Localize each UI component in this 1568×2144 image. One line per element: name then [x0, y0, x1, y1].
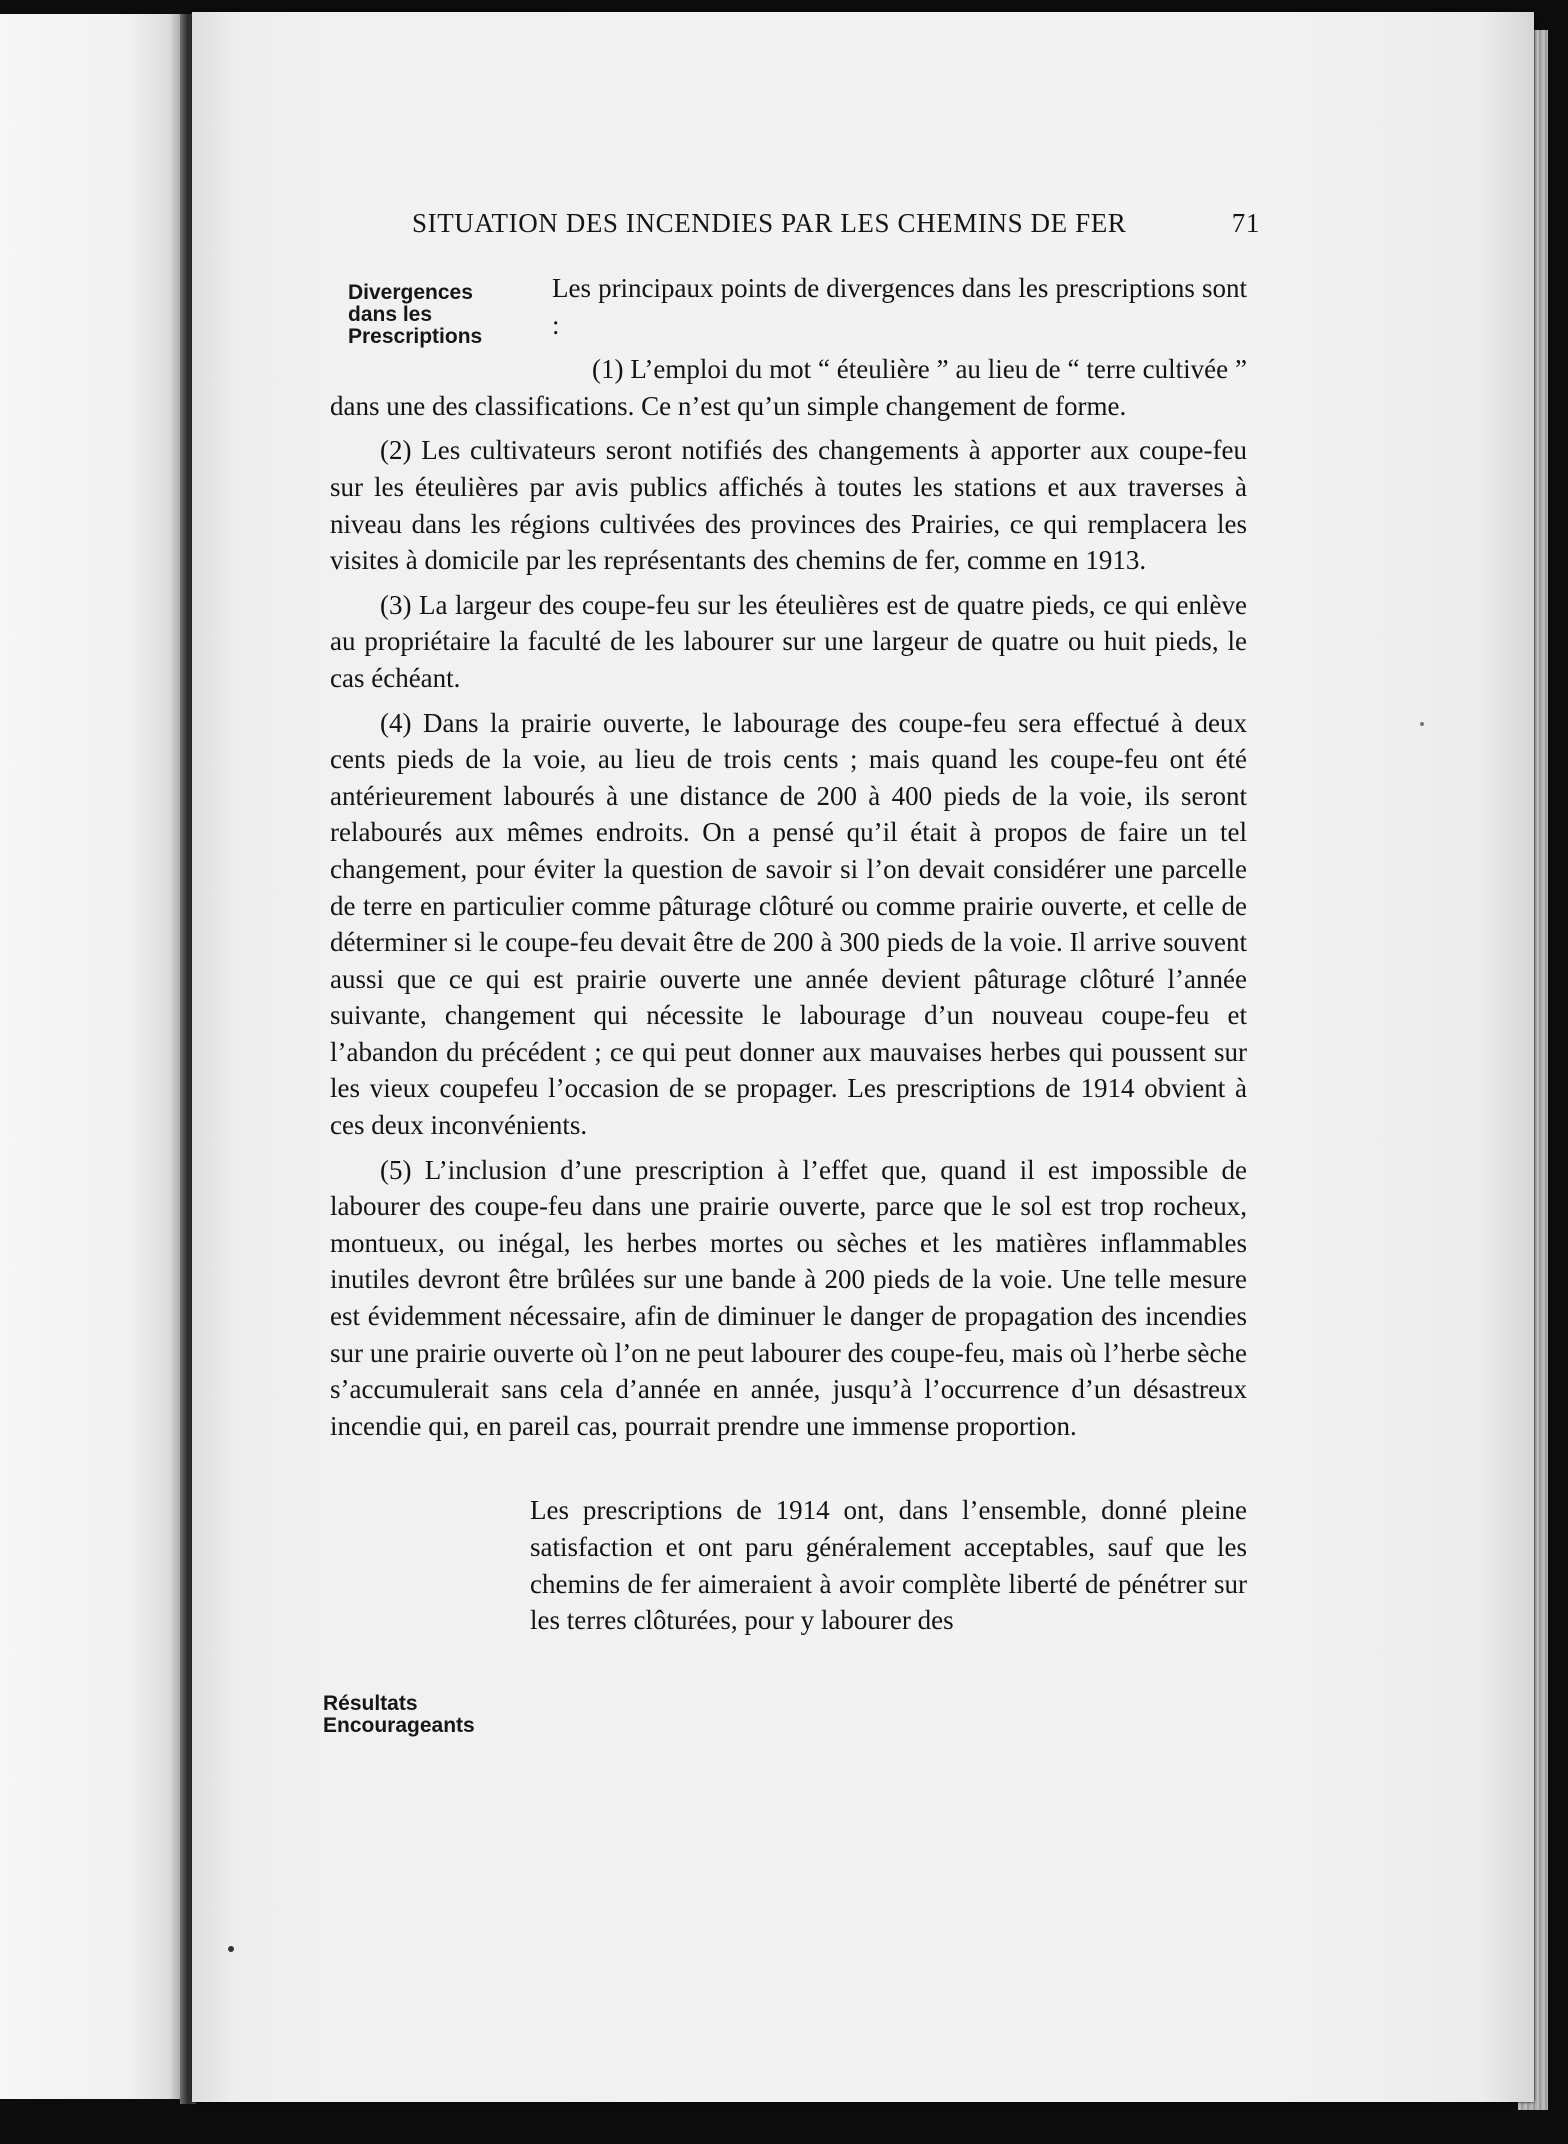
paragraph-3: (3) La largeur des coupe-feu sur les éteulières est de quatre pieds, ce qui enlève au propriétaire la faculté de les labourer sur une largeur de quatre ou huit pieds, le cas échéant.: [330, 589, 1247, 693]
sidenote-line: Encourageants: [323, 1714, 475, 1737]
sidenote-resultats: [323, 1693, 523, 1737]
sidenote-wrap-space: [330, 1492, 530, 1602]
sidenote-line: Résultats: [323, 1692, 418, 1715]
body-text: [330, 270, 1247, 1647]
left-facing-page: [0, 14, 184, 2099]
running-title: SITUATION DES INCENDIES PAR LES CHEMINS DE FER: [412, 208, 1127, 238]
paragraph-results: [330, 1492, 1247, 1638]
ink-speck: [1420, 722, 1424, 726]
paragraph-5: (5) L’inclusion d’une prescription à l’effet que, quand il est impossible de labourer des coupe-feu dans une prairie ouverte, parce que le sol est trop rocheux, montueux, ou inégal, les herbes mortes ou sèches et les matières inflammables inutiles devront être brûlées sur une bande à 200 pieds de la voie. Une telle mesure est évidemment nécessaire, afin de diminuer le danger de propagation des incendies sur une prairie ouverte où l’on ne peut labourer des coupe-feu, mais où l’herbe sèche s’accumulerait sans cela d’année en année, jusqu’à l’occurrence d’un désastreux incendie qui, en pareil cas, pourrait prendre une immense proportion.: [330, 1154, 1247, 1441]
paragraph-4: (4) Dans la prairie ouverte, le labourage des coupe-feu sera effectué à deux cents pieds de la voie, au lieu de trois cents ; mais quand les coupe-feu ont été antérieurement labourés à une distance de 200 à 400 pieds de la voie, ils seront relabourés aux mêmes endroits. On a pensé qu’il était à propos de faire un tel changement, pour éviter la question de savoir si l’on devait considérer une parcelle de terre en particulier comme pâturage clôturé ou comme prairie ouverte, et celle de déterminer si le coupe-feu devait être de 200 à 300 pieds de la voie. Il arrive souvent aussi que ce qui est prairie ouverte une année devient pâturage clôturé l’année suivante, changement qui nécessite le labourage d’un nouveau coupe-feu et l’abandon du précédent ; ce qui peut donner aux mauvaises herbes qui poussent sur les vieux coupefeu l’occasion de se propager. Les prescriptions de 1914 obvient à ces deux inconvénients.: [330, 707, 1247, 1141]
paragraph-1: (1) L’emploi du mot “ éteulière ” au lieu de “ terre cultivée ” dans une des classifications. Ce n’est qu’un simple changement de forme.: [330, 354, 1247, 421]
paragraph-results-text: Les prescriptions de 1914 ont, dans l’ensemble, donné pleine satisfaction et ont paru généralement acceptables, sauf que les chemins de fer aimeraient à avoir complète liberté de pénétrer sur les terres clôturées, pour y labourer des: [530, 1495, 1247, 1636]
page-number: 71: [1231, 208, 1260, 238]
paragraph-intro: Les principaux points de divergences dans les prescriptions sont :: [552, 273, 1247, 340]
running-head: [412, 208, 1260, 239]
ink-speck: [228, 1946, 234, 1952]
sidenote-line: dans les: [348, 303, 433, 326]
paragraph-2: (2) Les cultivateurs seront notifiés des changements à apporter aux coupe-feu sur les éteulières par avis publics affichés à toutes les stations et aux traverses à niveau dans les régions cultivées des provinces des Prairies, ce qui remplacera les visites à domicile par les représentants des chemins de fer, comme en 1913.: [330, 435, 1247, 576]
sidenote-line: Prescriptions: [348, 325, 483, 348]
sidenote-line: Divergences: [348, 281, 473, 304]
